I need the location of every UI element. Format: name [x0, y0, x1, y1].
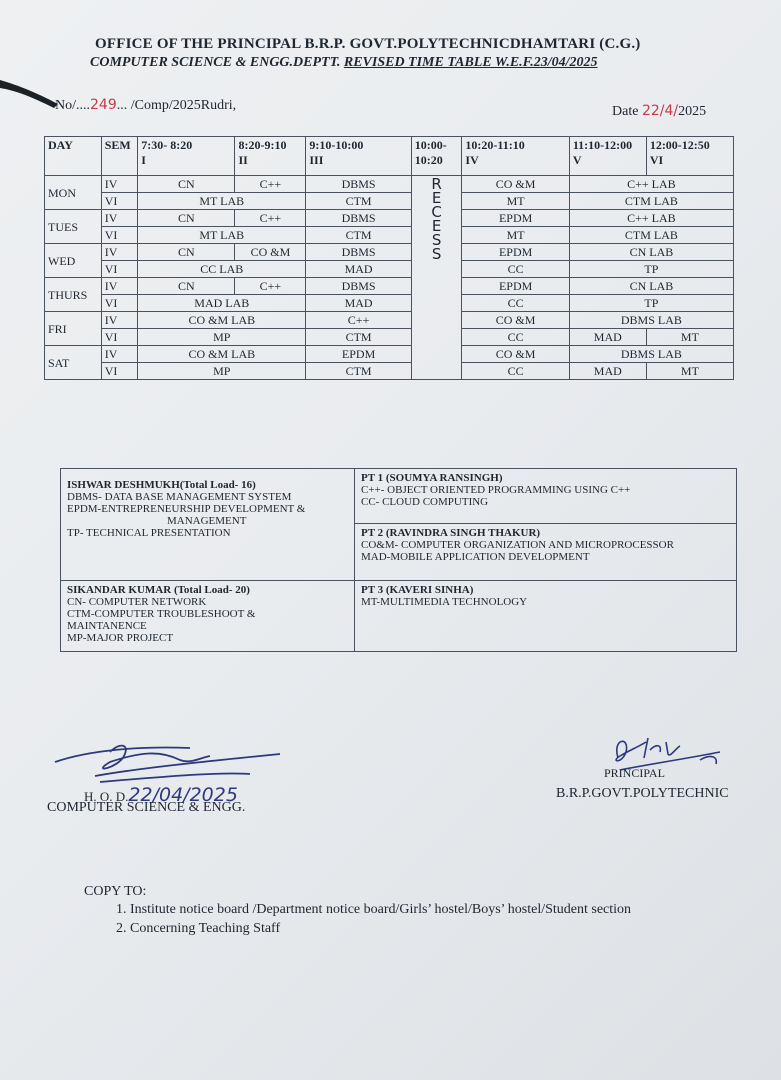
subject-cell: EPDM [462, 210, 569, 227]
header-day: DAY [45, 137, 102, 176]
subject-cell: EPDM [462, 278, 569, 295]
faculty-table [60, 468, 737, 652]
table-row [45, 210, 734, 227]
subject-cell: MT [462, 193, 569, 210]
table-row [45, 312, 734, 329]
ref-number-handwritten: 249 [90, 97, 117, 113]
recess-letter: E [431, 189, 442, 207]
faculty-pt3 [355, 581, 737, 652]
subject-cell: MT [646, 363, 733, 380]
header-period-1 [138, 137, 235, 176]
subject-cell: CO &M [235, 244, 306, 261]
subject-line: MANAGEMENT [167, 515, 247, 527]
subject-cell: CTM LAB [569, 193, 733, 210]
list-item: 1. Institute notice board /Department notice board/Girls’ hostel/Boys’ hostel/Student section [130, 900, 631, 919]
subject-cell: DBMS [306, 210, 411, 227]
subject-cell: DBMS [306, 244, 411, 261]
department-name: COMPUTER SCIENCE & ENGG.DEPTT. [90, 55, 344, 70]
faculty-row [61, 469, 737, 524]
subject-cell: CO &M [462, 312, 569, 329]
subject-cell: TP [569, 295, 733, 312]
day-cell: WED [45, 244, 102, 278]
period-6-time: 12:00-12:50 [649, 138, 710, 152]
subject-cell: C++ [306, 312, 411, 329]
subject-cell: CN [138, 176, 235, 193]
period-4-time: 10:20-11:10 [465, 138, 525, 152]
header-sem: SEM [101, 137, 137, 176]
period-1-time: 7:30- 8:20 [141, 138, 193, 152]
faculty-row [61, 581, 737, 652]
subject-cell: EPDM [462, 244, 569, 261]
subject-cell: MT [646, 329, 733, 346]
faculty-sikandar [61, 581, 355, 652]
recess-letter: R [431, 175, 442, 193]
period-2-number: II [238, 153, 248, 167]
period-3-number: III [309, 153, 324, 167]
faculty-name: PT 2 (RAVINDRA SINGH THAKUR) [361, 527, 541, 539]
subject-cell: C++ LAB [569, 210, 733, 227]
sem-cell: VI [101, 329, 137, 346]
subject-cell: MP [138, 329, 306, 346]
header-period-3 [306, 137, 411, 176]
sem-cell: VI [101, 363, 137, 380]
subject-cell: DBMS [306, 176, 411, 193]
sem-cell: VI [101, 227, 137, 244]
sem-cell: IV [101, 210, 137, 227]
subject-cell: TP [569, 261, 733, 278]
subject-cell: CC [462, 329, 569, 346]
subject-line: CN- COMPUTER NETWORK [67, 596, 207, 608]
ref-suffix: ... /Comp/2025Rudri, [116, 98, 237, 113]
subject-cell: C++ LAB [569, 176, 733, 193]
day-cell: THURS [45, 278, 102, 312]
table-row [45, 193, 734, 210]
subject-cell: C++ [235, 210, 306, 227]
table-row [45, 329, 734, 346]
subject-cell: CN [138, 278, 235, 295]
period-1-number: I [141, 153, 146, 167]
office-heading: OFFICE OF THE PRINCIPAL B.R.P. GOVT.POLYTECHNICDHAMTARI (C.G.) [95, 36, 641, 52]
faculty-name: PT 3 (KAVERI SINHA) [361, 584, 474, 596]
header-period-6 [646, 137, 733, 176]
period-5-number: V [572, 153, 582, 167]
subject-cell: CN [138, 210, 235, 227]
subject-line: C++- OBJECT ORIENTED PROGRAMMING USING C++ [361, 484, 631, 496]
subject-cell: CO &M [462, 176, 569, 193]
faculty-pt2 [355, 524, 737, 581]
subject-cell: CC LAB [138, 261, 306, 278]
sem-cell: IV [101, 176, 137, 193]
subject-line: MT-MULTIMEDIA TECHNOLOGY [361, 596, 528, 608]
subject-cell: DBMS LAB [569, 312, 733, 329]
subject-cell: C++ [235, 176, 306, 193]
date-label: Date [612, 104, 642, 119]
recess-column [411, 176, 462, 380]
copy-to-list [110, 890, 631, 938]
period-6-number: VI [649, 153, 664, 167]
subject-line: CO&M- COMPUTER ORGANIZATION AND MICROPROCESSOR [361, 539, 674, 551]
sem-cell: VI [101, 261, 137, 278]
day-cell: TUES [45, 210, 102, 244]
faculty-name: ISHWAR DESHMUKH(Total Load- 16) [67, 479, 256, 491]
table-row [45, 244, 734, 261]
faculty-ishwar [61, 469, 355, 581]
subject-cell: CC [462, 363, 569, 380]
subject-cell: MAD [306, 295, 411, 312]
recess-letter: C [431, 203, 442, 221]
header-period-2 [235, 137, 306, 176]
list-item: 2. Concerning Teaching Staff [130, 919, 631, 938]
subject-cell: MT LAB [138, 227, 306, 244]
subject-cell: C++ [235, 278, 306, 295]
principal-label: PRINCIPAL [604, 766, 665, 780]
period-2-time: 8:20-9:10 [238, 138, 287, 152]
subject-cell: CN LAB [569, 244, 733, 261]
day-cell: SAT [45, 346, 102, 380]
timetable-header-row [45, 137, 734, 176]
header-recess: 10:00-10:20 [411, 137, 462, 176]
table-row [45, 261, 734, 278]
subject-cell: DBMS LAB [569, 346, 733, 363]
hod-label: H. O. D. [84, 789, 129, 804]
subject-cell: CC [462, 295, 569, 312]
subject-cell: CN [138, 244, 235, 261]
day-cell: FRI [45, 312, 102, 346]
subject-cell: CO &M LAB [138, 346, 306, 363]
department-label: COMPUTER SCIENCE & ENGG. [47, 800, 246, 815]
faculty-name: PT 1 (SOUMYA RANSINGH) [361, 472, 503, 484]
subject-line: CTM-COMPUTER TROUBLESHOOT & [67, 608, 256, 620]
header-period-5 [569, 137, 646, 176]
sem-cell: VI [101, 295, 137, 312]
period-3-time: 9:10-10:00 [309, 138, 364, 152]
subject-cell: CN LAB [569, 278, 733, 295]
subject-line: DBMS- DATA BASE MANAGEMENT SYSTEM [67, 491, 292, 503]
subject-line: TP- TECHNICAL PRESENTATION [67, 527, 231, 539]
subject-cell: MAD [569, 363, 646, 380]
recess-letter: E [431, 217, 442, 235]
sem-cell: IV [101, 244, 137, 261]
ref-prefix: No/.... [55, 98, 90, 113]
timetable [44, 136, 734, 380]
subject-cell: CC [462, 261, 569, 278]
sem-cell: VI [101, 193, 137, 210]
subject-cell: MT [462, 227, 569, 244]
sem-cell: IV [101, 346, 137, 363]
period-4-number: IV [465, 153, 479, 167]
subject-line: MAINTANENCE [67, 620, 147, 632]
subject-cell: MP [138, 363, 306, 380]
table-row [45, 346, 734, 363]
header-period-4 [462, 137, 569, 176]
subject-cell: CTM LAB [569, 227, 733, 244]
subject-cell: EPDM [306, 346, 411, 363]
table-row [45, 176, 734, 193]
subject-line: MP-MAJOR PROJECT [67, 632, 174, 644]
faculty-pt1 [355, 469, 737, 524]
reference-number [55, 97, 236, 114]
date-handwritten: 22/4/ [641, 103, 679, 119]
subject-cell: MAD [306, 261, 411, 278]
table-row [45, 278, 734, 295]
subject-line: CC- CLOUD COMPUTING [361, 496, 489, 508]
period-5-time: 11:10-12:00 [572, 138, 633, 152]
subject-cell: CTM [306, 329, 411, 346]
recess-letter: S [431, 231, 442, 249]
department-heading [90, 55, 598, 71]
subject-cell: CTM [306, 193, 411, 210]
sem-cell: IV [101, 312, 137, 329]
day-cell: MON [45, 176, 102, 210]
subject-cell: DBMS [306, 278, 411, 295]
subject-cell: CO &M [462, 346, 569, 363]
pen-shadow-graphic [0, 78, 60, 108]
subject-cell: MT LAB [138, 193, 306, 210]
subject-cell: CTM [306, 363, 411, 380]
table-row [45, 227, 734, 244]
sem-cell: IV [101, 278, 137, 295]
faculty-name: SIKANDAR KUMAR (Total Load- 20) [67, 584, 250, 596]
subject-cell: CO &M LAB [138, 312, 306, 329]
college-label: B.R.P.GOVT.POLYTECHNIC [556, 786, 729, 801]
subject-cell: CTM [306, 227, 411, 244]
hod-date-handwritten: 22/04/2025 [128, 784, 238, 806]
table-row [45, 363, 734, 380]
subject-line: EPDM-ENTREPRENEURSHIP DEVELOPMENT & [67, 503, 306, 515]
table-row [45, 295, 734, 312]
subject-cell: MAD LAB [138, 295, 306, 312]
issue-date [612, 103, 706, 120]
copy-to-heading: COPY TO: [84, 884, 147, 899]
subject-line: MAD-MOBILE APPLICATION DEVELOPMENT [361, 551, 590, 563]
recess-letter: S [431, 245, 442, 263]
date-year: 2025 [678, 104, 707, 119]
subject-cell: MAD [569, 329, 646, 346]
timetable-title: REVISED TIME TABLE W.E.F.23/04/2025 [343, 55, 598, 70]
